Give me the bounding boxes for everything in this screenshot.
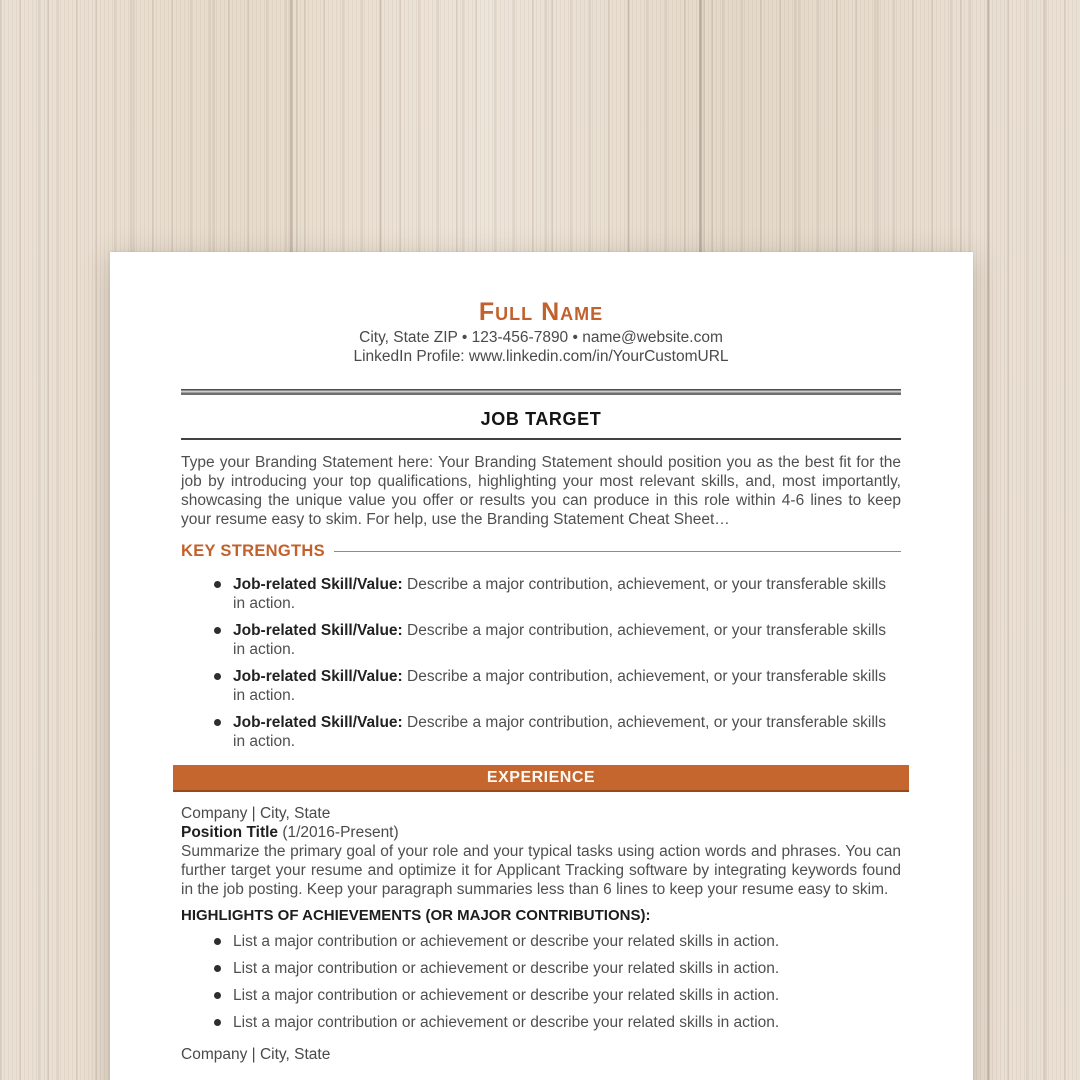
position-line xyxy=(181,823,901,842)
key-strengths-title: KEY STRENGTHS xyxy=(181,542,325,560)
highlight-item xyxy=(181,932,901,951)
experience-title: EXPERIENCE xyxy=(486,769,596,786)
strength-text: Describe a major contribution, achievement, or your transferable skills in action. xyxy=(233,576,887,612)
strength-item xyxy=(181,575,901,613)
bullet-icon xyxy=(214,673,221,680)
bullet-icon xyxy=(214,627,221,634)
bullet-icon xyxy=(214,719,221,726)
strength-text: Describe a major contribution, achievement, or your transferable skills in action. xyxy=(233,714,887,750)
highlight-item xyxy=(181,986,901,1005)
strength-label: Job-related Skill/Value: xyxy=(233,714,403,731)
resume-header xyxy=(181,296,901,366)
key-strengths-list xyxy=(181,575,901,751)
strength-text: Describe a major contribution, achievement, or your transferable skills in action. xyxy=(233,668,887,704)
bullet-icon xyxy=(214,581,221,588)
bullet-icon xyxy=(214,965,221,972)
bullet-icon xyxy=(214,1019,221,1026)
position-summary: Summarize the primary goal of your role and your typical tasks using action words and phrases. You can further target your resume and optimize it for Applicant Tracking software by integrating keywords found in the job posting. Keep your paragraph summaries less than 6 lines to keep your resume easy to skim. xyxy=(181,843,901,898)
double-rule xyxy=(181,389,901,395)
strength-text: Describe a major contribution, achievement, or your transferable skills in action. xyxy=(233,622,887,658)
job-target-title: JOB TARGET xyxy=(480,409,602,429)
strength-item xyxy=(181,621,901,659)
linkedin-line: LinkedIn Profile: www.linkedin.com/in/YourCustomURL xyxy=(353,348,729,365)
strength-item xyxy=(181,713,901,751)
position-title: Position Title xyxy=(181,824,279,841)
highlight-item xyxy=(181,959,901,978)
strength-label: Job-related Skill/Value: xyxy=(233,622,403,639)
position-dates: (1/2016-Present) xyxy=(282,824,399,841)
highlight-text: List a major contribution or achievement or describe your related skills in action. xyxy=(233,933,780,950)
experience-banner xyxy=(173,765,909,792)
strength-label: Job-related Skill/Value: xyxy=(233,576,403,593)
highlights-title: HIGHLIGHTS OF ACHIEVEMENTS (OR MAJOR CONTRIBUTIONS): xyxy=(181,907,651,924)
bullet-icon xyxy=(214,992,221,999)
single-rule xyxy=(181,438,901,440)
highlight-text: List a major contribution or achievement or describe your related skills in action. xyxy=(233,1014,780,1031)
highlight-text: List a major contribution or achievement or describe your related skills in action. xyxy=(233,960,780,977)
strength-item xyxy=(181,667,901,705)
strength-label: Job-related Skill/Value: xyxy=(233,668,403,685)
key-strengths-rule xyxy=(334,551,901,552)
highlight-item xyxy=(181,1013,901,1032)
highlight-text: List a major contribution or achievement or describe your related skills in action. xyxy=(233,987,780,1004)
bullet-icon xyxy=(214,938,221,945)
resume-page xyxy=(110,252,973,1080)
company-line: Company | City, State xyxy=(181,805,331,822)
full-name: Full Name xyxy=(478,298,604,326)
branding-statement: Type your Branding Statement here: Your Branding Statement should position you as the best fit for the job by introducing your top qualifications, highlighting your most relevant skills, and, most importantly, showcasing the unique value you offer or results you can produce in this role within 4-6 lines to keep your resume easy to skim. For help, use the Branding Statement Cheat Sheet… xyxy=(181,454,901,528)
key-strengths-header xyxy=(181,541,901,561)
highlights-list xyxy=(181,932,901,1032)
company-line: Company | City, State xyxy=(181,1046,331,1063)
contact-line: City, State ZIP • 123-456-7890 • name@website.com xyxy=(359,329,723,346)
